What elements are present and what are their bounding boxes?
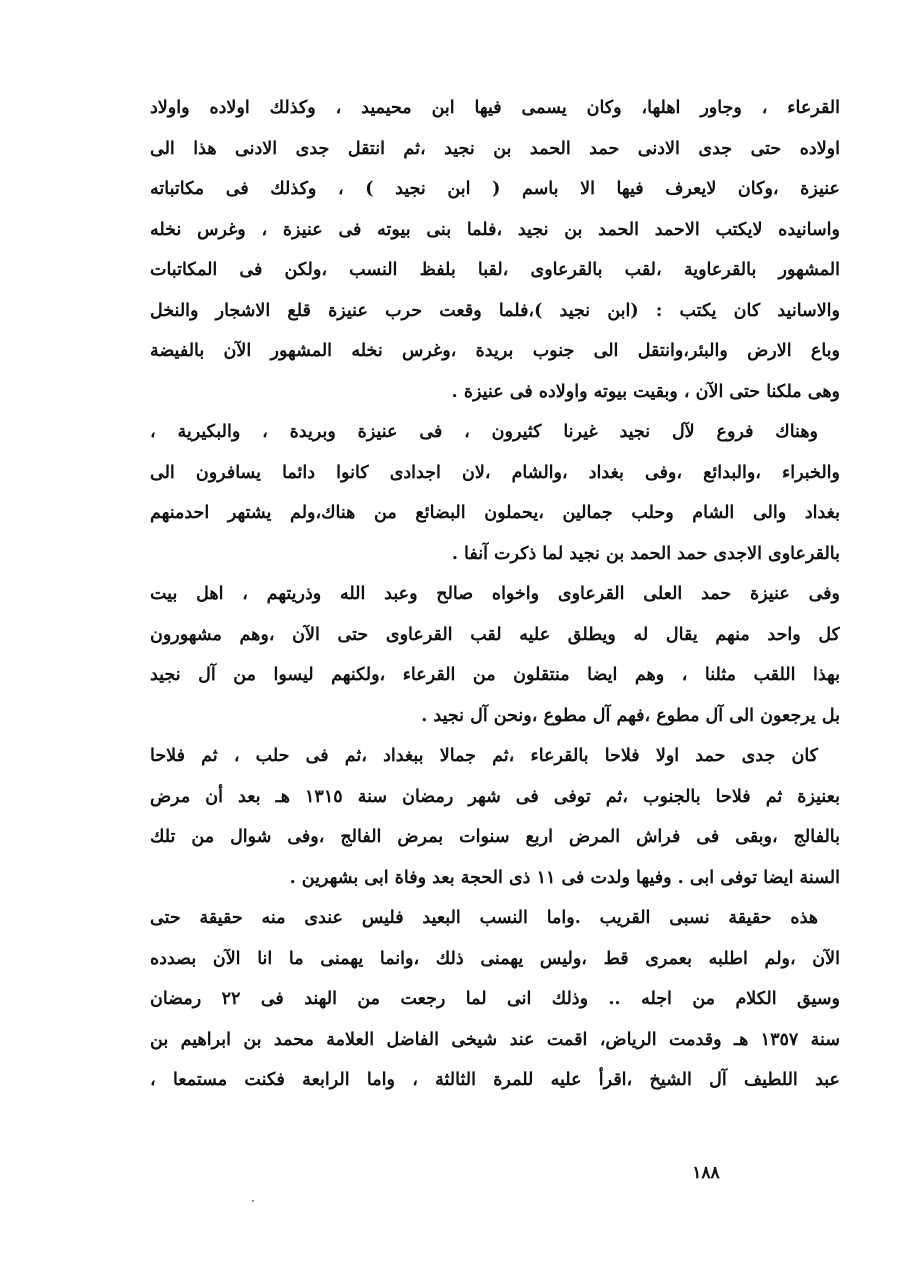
text-line: وسيق الكلام من اجله .. وذلك انى لما رجعت من الهند فى ٢٢ رمضان xyxy=(150,989,840,1009)
text-line: هذه حقيقة نسبى القريب .واما النسب البعيد فليس عندى منه حقيقة حتى xyxy=(150,908,818,928)
text-line: واسانيده لايكتب الاحمد الحمد بن نجيد ،فلما بنى بيوته فى عنيزة ، وغرس نخله xyxy=(150,219,840,240)
text-line: القرعاء ، وجاور اهلها، وكان يسمى فيها ابن محيميد ، وكذلك اولاده واولاد xyxy=(150,98,840,118)
text-line: المشهور بالقرعاوية ،لقب بالقرعاوى ،لقبا بلفظ النسب ،ولكن فى المكاتبات xyxy=(150,260,840,280)
text-line: بهذا اللقب مثلنا ، وهم ايضا منتقلون من القرعاء ،ولكنهم ليسوا من آل نجيد xyxy=(150,665,840,685)
text-line: سنة ١٣٥٧ هـ وقدمت الرياض، اقمت عند شيخى الفاضل العلامة محمد بن ابراهيم بن xyxy=(150,1029,840,1050)
text-line: وفى عنيزة حمد العلى القرعاوى واخواه صالح وعبد الله وذريتهم ، اهل بيت xyxy=(150,584,840,604)
text-line: والاسانيد كان يكتب : (ابن نجيد )،فلما وقعت حرب عنيزة قلع الاشجار والنخل xyxy=(150,300,840,321)
text-line: كل واحد منهم يقال له ويطلق عليه لقب القرعاوى حتى الآن ،وهم مشهورون xyxy=(150,624,840,645)
text-line: عنيزة ،وكان لايعرف فيها الا باسم ( ابن نجيد ) ، وكذلك فى مكاتباته xyxy=(150,179,840,199)
text-line: بغداد والى الشام وحلب جمالين ،يحملون البضائع من هناك،ولم يشتهر احدمنهم xyxy=(150,503,840,523)
text-line: كان جدى حمد اولا فلاحا بالقرعاء ،ثم جمالا ببغداد ،ثم فى حلب ، ثم فلاحا xyxy=(150,746,818,766)
text-line: اولاده حتى جدى الادنى حمد الحمد بن نجيد ،ثم انتقل جدى الادنى هذا الى xyxy=(150,138,840,159)
text-line: بالقرعاوى الاجدى حمد الحمد بن نجيد لما ذكرت آنفا . xyxy=(451,543,840,564)
text-line: بل يرجعون الى آل مطوع ،فهم آل مطوع ،ونحن آل نجيد . xyxy=(421,705,840,726)
text-line: والخبراء ،والبدائع ،وفى بغداد ،والشام ،لان اجدادى كانوا دائما يسافرون الى xyxy=(150,462,840,483)
scan-speck xyxy=(252,1200,254,1202)
body-text xyxy=(150,88,840,1101)
text-line: وهى ملكنا حتى الآن ، وبقيت بيوته واولاده فى عنيزة . xyxy=(451,381,840,402)
text-line: وهناك فروع لآل نجيد غيرنا كثيرون ، فى عنيزة وبريدة ، والبكيرية ، xyxy=(150,422,818,442)
text-line: وباع الارض والبئر،وانتقل الى جنوب بريدة ،وغرس نخله المشهور الآن بالفيضة xyxy=(150,341,840,361)
page-number: ١٨٨ xyxy=(692,1163,720,1183)
text-line: السنة ايضا توفى ابى . وفيها ولدت فى ١١ ذى الحجة بعد وفاة ابى بشهرين . xyxy=(289,867,840,888)
text-line: الآن ،ولم اطلبه بعمرى قط ،وليس يهمنى ذلك ،وانما يهمنى ما انا الآن بصدده xyxy=(150,948,840,969)
text-line: بعنيزة ثم فلاحا بالجنوب ،ثم توفى فى شهر رمضان سنة ١٣١٥ هـ بعد أن مرض xyxy=(150,786,840,807)
text-line: بالفالج ،وبقى فى فراش المرض اربع سنوات بمرض الفالج ،وفى شوال من تلك xyxy=(150,827,840,847)
text-line: عبد اللطيف آل الشيخ ،اقرأ عليه للمرة الثالثة ، واما الرابعة فكنت مستمعا ، xyxy=(150,1070,840,1090)
